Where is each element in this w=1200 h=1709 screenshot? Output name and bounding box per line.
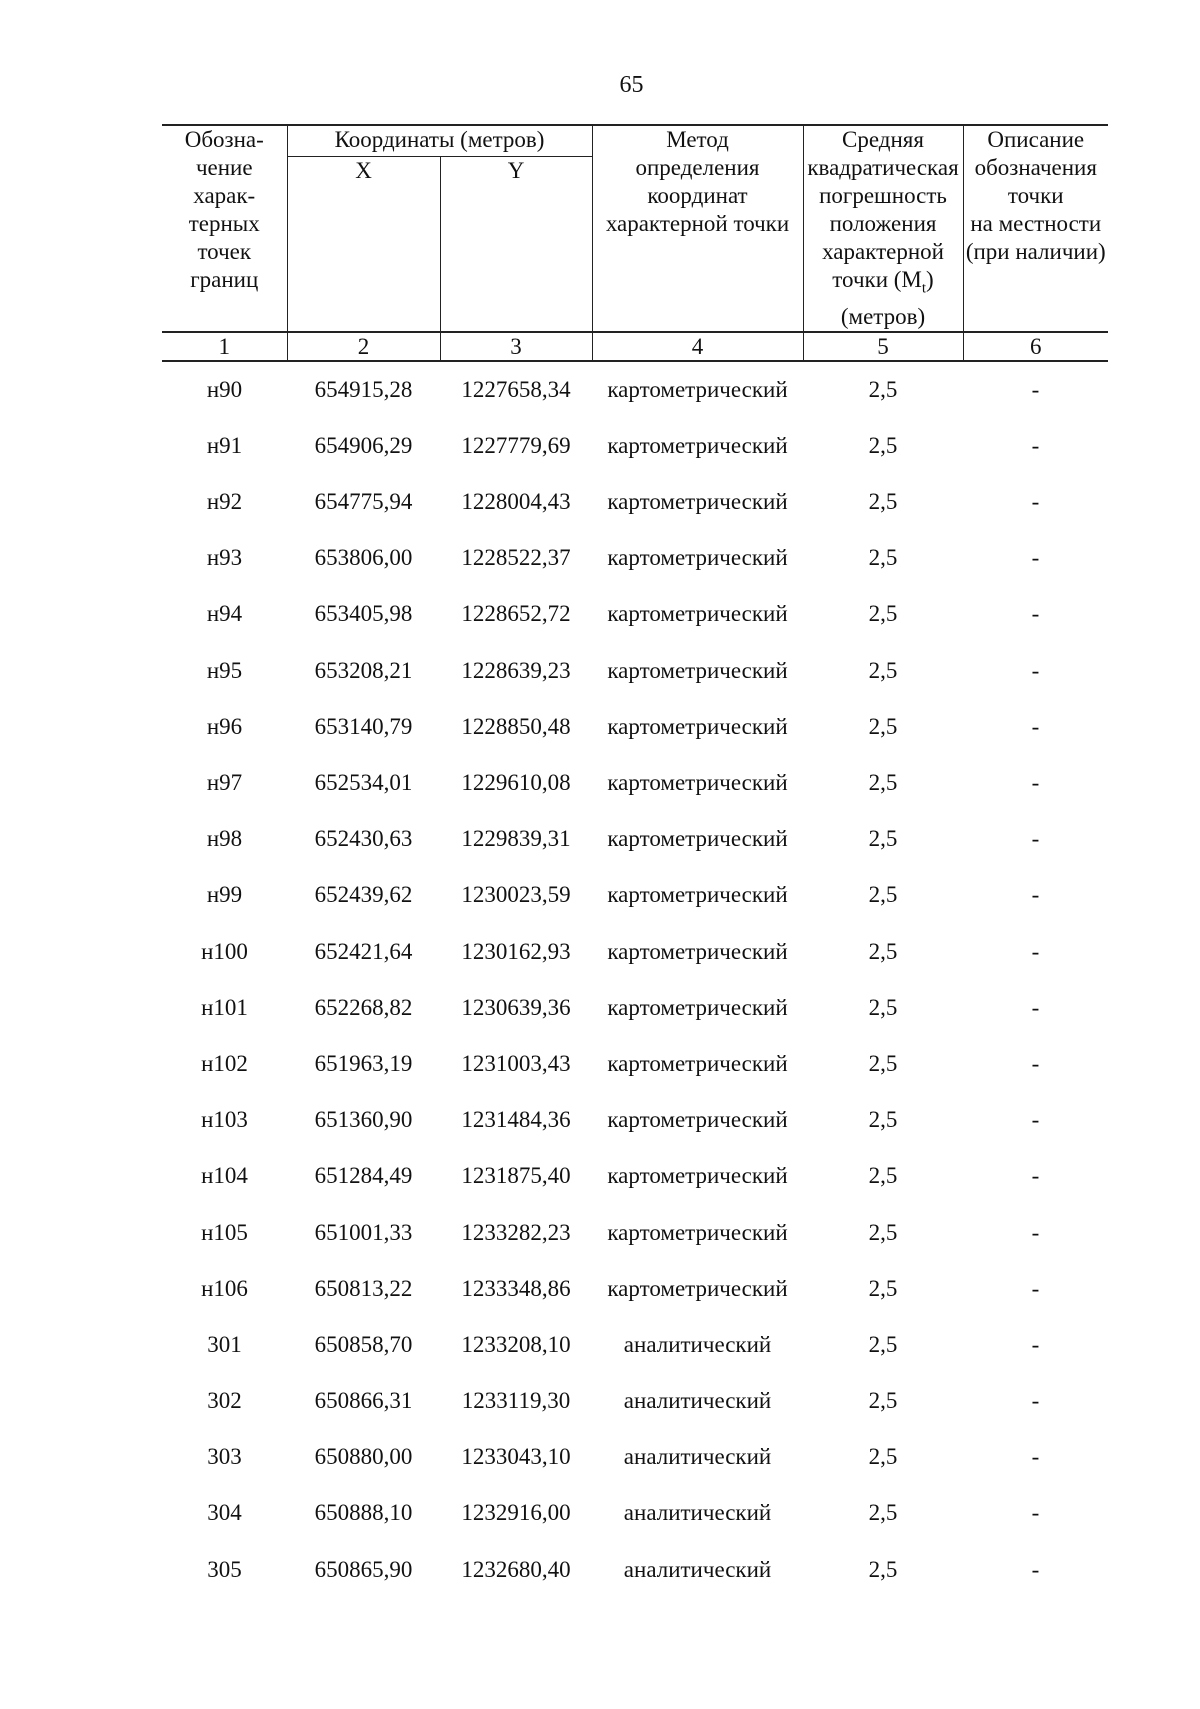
description-cell: - (1031, 432, 1040, 458)
point-id-cell: н96 (206, 713, 243, 739)
description-cell: - (1031, 545, 1040, 571)
error-cell: 2,5 (868, 1388, 898, 1414)
table-row (162, 643, 1108, 699)
description-cell: - (1031, 1050, 1040, 1076)
x-coordinate-cell: 654915,28 (314, 376, 413, 402)
x-coordinate-cell: 650865,90 (314, 1556, 413, 1582)
method-cell: картометрический (607, 1275, 788, 1301)
column-number: 1 (162, 332, 287, 361)
column-number-row (162, 332, 1108, 361)
method-cell: картометрический (607, 938, 788, 964)
description-cell: - (1031, 1500, 1040, 1526)
point-id-cell: 302 (207, 1388, 242, 1414)
method-cell: картометрический (607, 770, 788, 795)
x-coordinate-cell: 651284,49 (314, 1163, 413, 1189)
column-number: 3 (440, 332, 592, 361)
point-id-cell: н102 (201, 1050, 248, 1076)
point-id-cell: н92 (206, 489, 243, 515)
column-number: 5 (803, 332, 963, 361)
boundary-points-table (162, 124, 1108, 1598)
table-row (162, 699, 1108, 755)
column-number: 4 (592, 332, 803, 361)
y-coordinate-cell: 1231484,36 (461, 1107, 571, 1133)
method-cell: картометрический (607, 1163, 788, 1189)
method-cell: аналитический (623, 1444, 772, 1470)
method-cell: аналитический (623, 1556, 772, 1582)
point-id-cell: н93 (206, 545, 243, 571)
x-coordinate-cell: 653140,79 (314, 713, 413, 739)
table-row (162, 1485, 1108, 1541)
description-cell: - (1031, 713, 1040, 739)
error-cell: 2,5 (868, 1275, 898, 1301)
table-row (162, 867, 1108, 923)
point-id-cell: н105 (201, 1219, 248, 1245)
description-cell: - (1031, 1107, 1040, 1133)
method-cell: картометрический (607, 826, 788, 852)
method-cell: картометрический (607, 545, 788, 571)
y-coordinate-cell: 1230023,59 (461, 882, 571, 908)
error-cell: 2,5 (868, 432, 898, 458)
x-coordinate-cell: 653806,00 (314, 545, 413, 571)
method-cell: аналитический (623, 1331, 772, 1357)
description-cell: - (1031, 1444, 1040, 1470)
x-coordinate-cell: 653405,98 (314, 601, 413, 627)
method-cell: картометрический (607, 1107, 788, 1133)
page-number: 65 (619, 72, 644, 98)
point-id-cell: н99 (206, 882, 243, 908)
method-cell: аналитический (623, 1500, 772, 1526)
description-cell: - (1031, 657, 1040, 683)
header-error-subscript: t (921, 280, 927, 297)
header-point-designation: Обозна- чение харак- терных точек границ (162, 125, 287, 332)
point-id-cell: н101 (201, 994, 248, 1020)
table-row (162, 1092, 1108, 1148)
x-coordinate-cell: 650880,00 (314, 1444, 413, 1470)
y-coordinate-cell: 1232916,00 (461, 1500, 571, 1526)
table-row (162, 586, 1108, 642)
y-coordinate-cell: 1227658,34 (461, 376, 571, 402)
y-coordinate-cell: 1229610,08 (461, 770, 571, 795)
error-cell: 2,5 (868, 994, 898, 1020)
method-cell: картометрический (607, 432, 788, 458)
x-coordinate-cell: 654906,29 (314, 432, 413, 458)
point-id-cell: н104 (201, 1163, 248, 1189)
y-coordinate-cell: 1229839,31 (461, 826, 571, 852)
method-cell: картометрический (607, 1050, 788, 1076)
error-cell: 2,5 (868, 713, 898, 739)
y-coordinate-cell: 1230162,93 (461, 938, 571, 964)
table-body (162, 361, 1108, 1598)
description-cell: - (1031, 826, 1040, 852)
error-cell: 2,5 (868, 1050, 898, 1076)
method-cell: картометрический (607, 657, 788, 683)
point-id-cell: н91 (206, 432, 243, 458)
point-id-cell: н103 (201, 1107, 248, 1133)
error-cell: 2,5 (868, 657, 898, 683)
description-cell: - (1031, 938, 1040, 964)
table-row (162, 755, 1108, 811)
header-method: Метод определения координат характерной точки (592, 125, 803, 332)
x-coordinate-cell: 650858,70 (314, 1331, 413, 1357)
x-coordinate-cell: 652268,82 (314, 994, 413, 1020)
table-row (162, 1373, 1108, 1429)
description-cell: - (1031, 1556, 1040, 1582)
description-cell: - (1031, 994, 1040, 1020)
column-number: 6 (963, 332, 1108, 361)
table-row (162, 361, 1108, 418)
header-error-text-a: Средняя квадратическая погрешность положения характерной точки (M (807, 127, 959, 292)
y-coordinate-cell: 1233119,30 (461, 1388, 571, 1414)
error-cell: 2,5 (868, 1163, 898, 1189)
error-cell: 2,5 (868, 826, 898, 852)
point-id-cell: н97 (206, 770, 243, 795)
point-id-cell: 303 (207, 1444, 242, 1470)
description-cell: - (1031, 1219, 1040, 1245)
method-cell: картометрический (607, 882, 788, 908)
description-cell: - (1031, 376, 1040, 402)
method-cell: картометрический (607, 1219, 788, 1245)
table-row (162, 530, 1108, 586)
header-point-description: Описание обозначения точки на местности (при наличии) (963, 125, 1108, 332)
point-id-cell: н100 (201, 938, 248, 964)
description-cell: - (1031, 882, 1040, 908)
table-row (162, 1429, 1108, 1485)
point-id-cell: н94 (206, 601, 243, 627)
y-coordinate-cell: 1228850,48 (461, 713, 571, 739)
method-cell: картометрический (607, 994, 788, 1020)
y-coordinate-cell: 1228652,72 (461, 601, 571, 627)
point-id-cell: 304 (207, 1500, 242, 1526)
table-row (162, 1317, 1108, 1373)
method-cell: картометрический (607, 713, 788, 739)
error-cell: 2,5 (868, 1331, 898, 1357)
error-cell: 2,5 (868, 770, 898, 795)
description-cell: - (1031, 601, 1040, 627)
description-cell: - (1031, 1388, 1040, 1414)
table-row (162, 1148, 1108, 1204)
x-coordinate-cell: 652430,63 (314, 826, 413, 852)
x-coordinate-cell: 652534,01 (314, 770, 413, 795)
error-cell: 2,5 (868, 882, 898, 908)
table-row (162, 474, 1108, 530)
table-row (162, 1204, 1108, 1260)
header-y: Y (440, 157, 592, 332)
table-row (162, 418, 1108, 474)
y-coordinate-cell: 1228639,23 (461, 657, 571, 683)
error-cell: 2,5 (868, 1556, 898, 1582)
error-cell: 2,5 (868, 1107, 898, 1133)
description-cell: - (1031, 1275, 1040, 1301)
point-id-cell: 305 (207, 1556, 242, 1582)
column-number: 2 (287, 332, 440, 361)
error-cell: 2,5 (868, 1444, 898, 1470)
header-coordinates-group: Координаты (метров) (287, 125, 592, 157)
x-coordinate-cell: 652439,62 (314, 882, 413, 908)
x-coordinate-cell: 651001,33 (314, 1219, 413, 1245)
header-error-text-b: ) (метров) (840, 267, 934, 329)
description-cell: - (1031, 770, 1040, 795)
error-cell: 2,5 (868, 376, 898, 402)
point-id-cell: н98 (206, 826, 243, 852)
table-row (162, 1261, 1108, 1317)
header-x: X (287, 157, 440, 332)
x-coordinate-cell: 652421,64 (314, 938, 413, 964)
table-row (162, 923, 1108, 979)
x-coordinate-cell: 654775,94 (314, 489, 413, 515)
y-coordinate-cell: 1231875,40 (461, 1163, 571, 1189)
x-coordinate-cell: 650866,31 (314, 1388, 413, 1414)
description-cell: - (1031, 489, 1040, 515)
description-cell: - (1031, 1163, 1040, 1189)
y-coordinate-cell: 1227779,69 (461, 432, 571, 458)
x-coordinate-cell: 651360,90 (314, 1107, 413, 1133)
x-coordinate-cell: 653208,21 (314, 657, 413, 683)
table-row (162, 1036, 1108, 1092)
table-header (162, 125, 1108, 361)
point-id-cell: н106 (201, 1275, 248, 1301)
point-id-cell: н95 (206, 657, 243, 683)
y-coordinate-cell: 1232680,40 (461, 1556, 571, 1582)
table-row (162, 811, 1108, 867)
x-coordinate-cell: 651963,19 (314, 1050, 413, 1076)
error-cell: 2,5 (868, 489, 898, 515)
y-coordinate-cell: 1228004,43 (461, 489, 571, 515)
y-coordinate-cell: 1231003,43 (461, 1050, 571, 1076)
method-cell: аналитический (623, 1388, 772, 1414)
method-cell: картометрический (607, 376, 788, 402)
y-coordinate-cell: 1233208,10 (461, 1331, 571, 1357)
table-row (162, 1542, 1108, 1598)
y-coordinate-cell: 1230639,36 (461, 994, 571, 1020)
x-coordinate-cell: 650813,22 (314, 1275, 413, 1301)
y-coordinate-cell: 1233348,86 (461, 1275, 571, 1301)
method-cell: картометрический (607, 601, 788, 627)
point-id-cell: н90 (206, 376, 243, 402)
method-cell: картометрический (607, 489, 788, 515)
error-cell: 2,5 (868, 601, 898, 627)
description-cell: - (1031, 1331, 1040, 1357)
y-coordinate-cell: 1228522,37 (461, 545, 571, 571)
header-mean-square-error (803, 125, 963, 332)
error-cell: 2,5 (868, 1500, 898, 1526)
y-coordinate-cell: 1233282,23 (461, 1219, 571, 1245)
x-coordinate-cell: 650888,10 (314, 1500, 413, 1526)
error-cell: 2,5 (868, 545, 898, 571)
error-cell: 2,5 (868, 938, 898, 964)
error-cell: 2,5 (868, 1219, 898, 1245)
y-coordinate-cell: 1233043,10 (461, 1444, 571, 1470)
point-id-cell: 301 (207, 1331, 242, 1357)
table-row (162, 980, 1108, 1036)
